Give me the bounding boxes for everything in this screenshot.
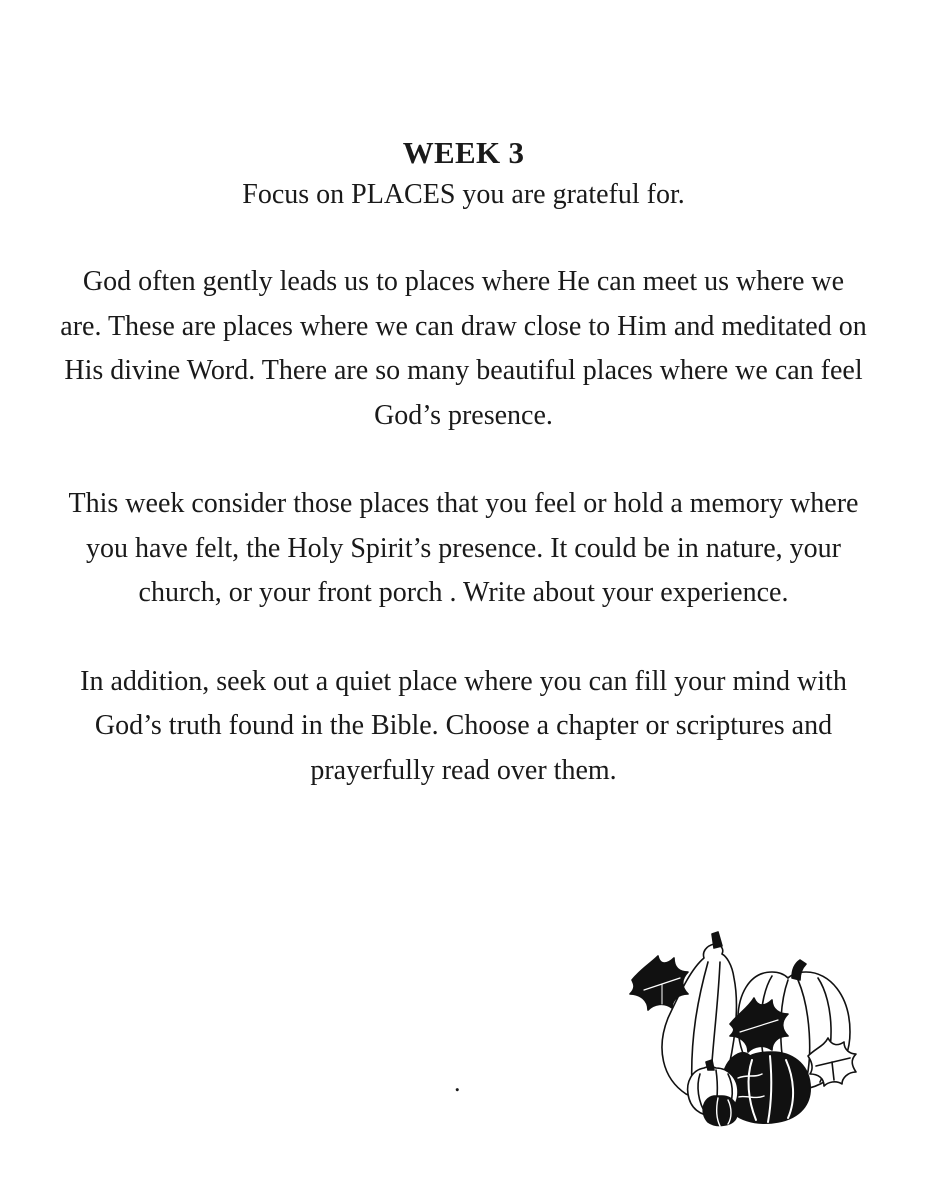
page-title: WEEK 3 [402,135,525,170]
paragraph-3: In addition, seek out a quiet place where you can fill your mind with God’s truth found in the Bible. Choose a chapter or scriptures and prayerfully read over them. [80,665,847,786]
pumpkins-and-leaves-icon [622,928,862,1128]
paragraph-1: God often gently leads us to places where He can meet us where we are. These are places where we can draw close to Him and meditated on His divine Word. There are so many beautiful places where we can feel God’s presence. [60,266,867,431]
content [60,132,867,837]
footer-dot: . [454,1068,461,1097]
paragraph-2: This week consider those places that you feel or hold a memory where you have felt, the Holy Spirit’s presence. It could be in nature, your church, or your front porch . Write about your experience. [68,488,859,608]
page-subtitle: Focus on PLACES you are grateful for. [242,179,685,210]
